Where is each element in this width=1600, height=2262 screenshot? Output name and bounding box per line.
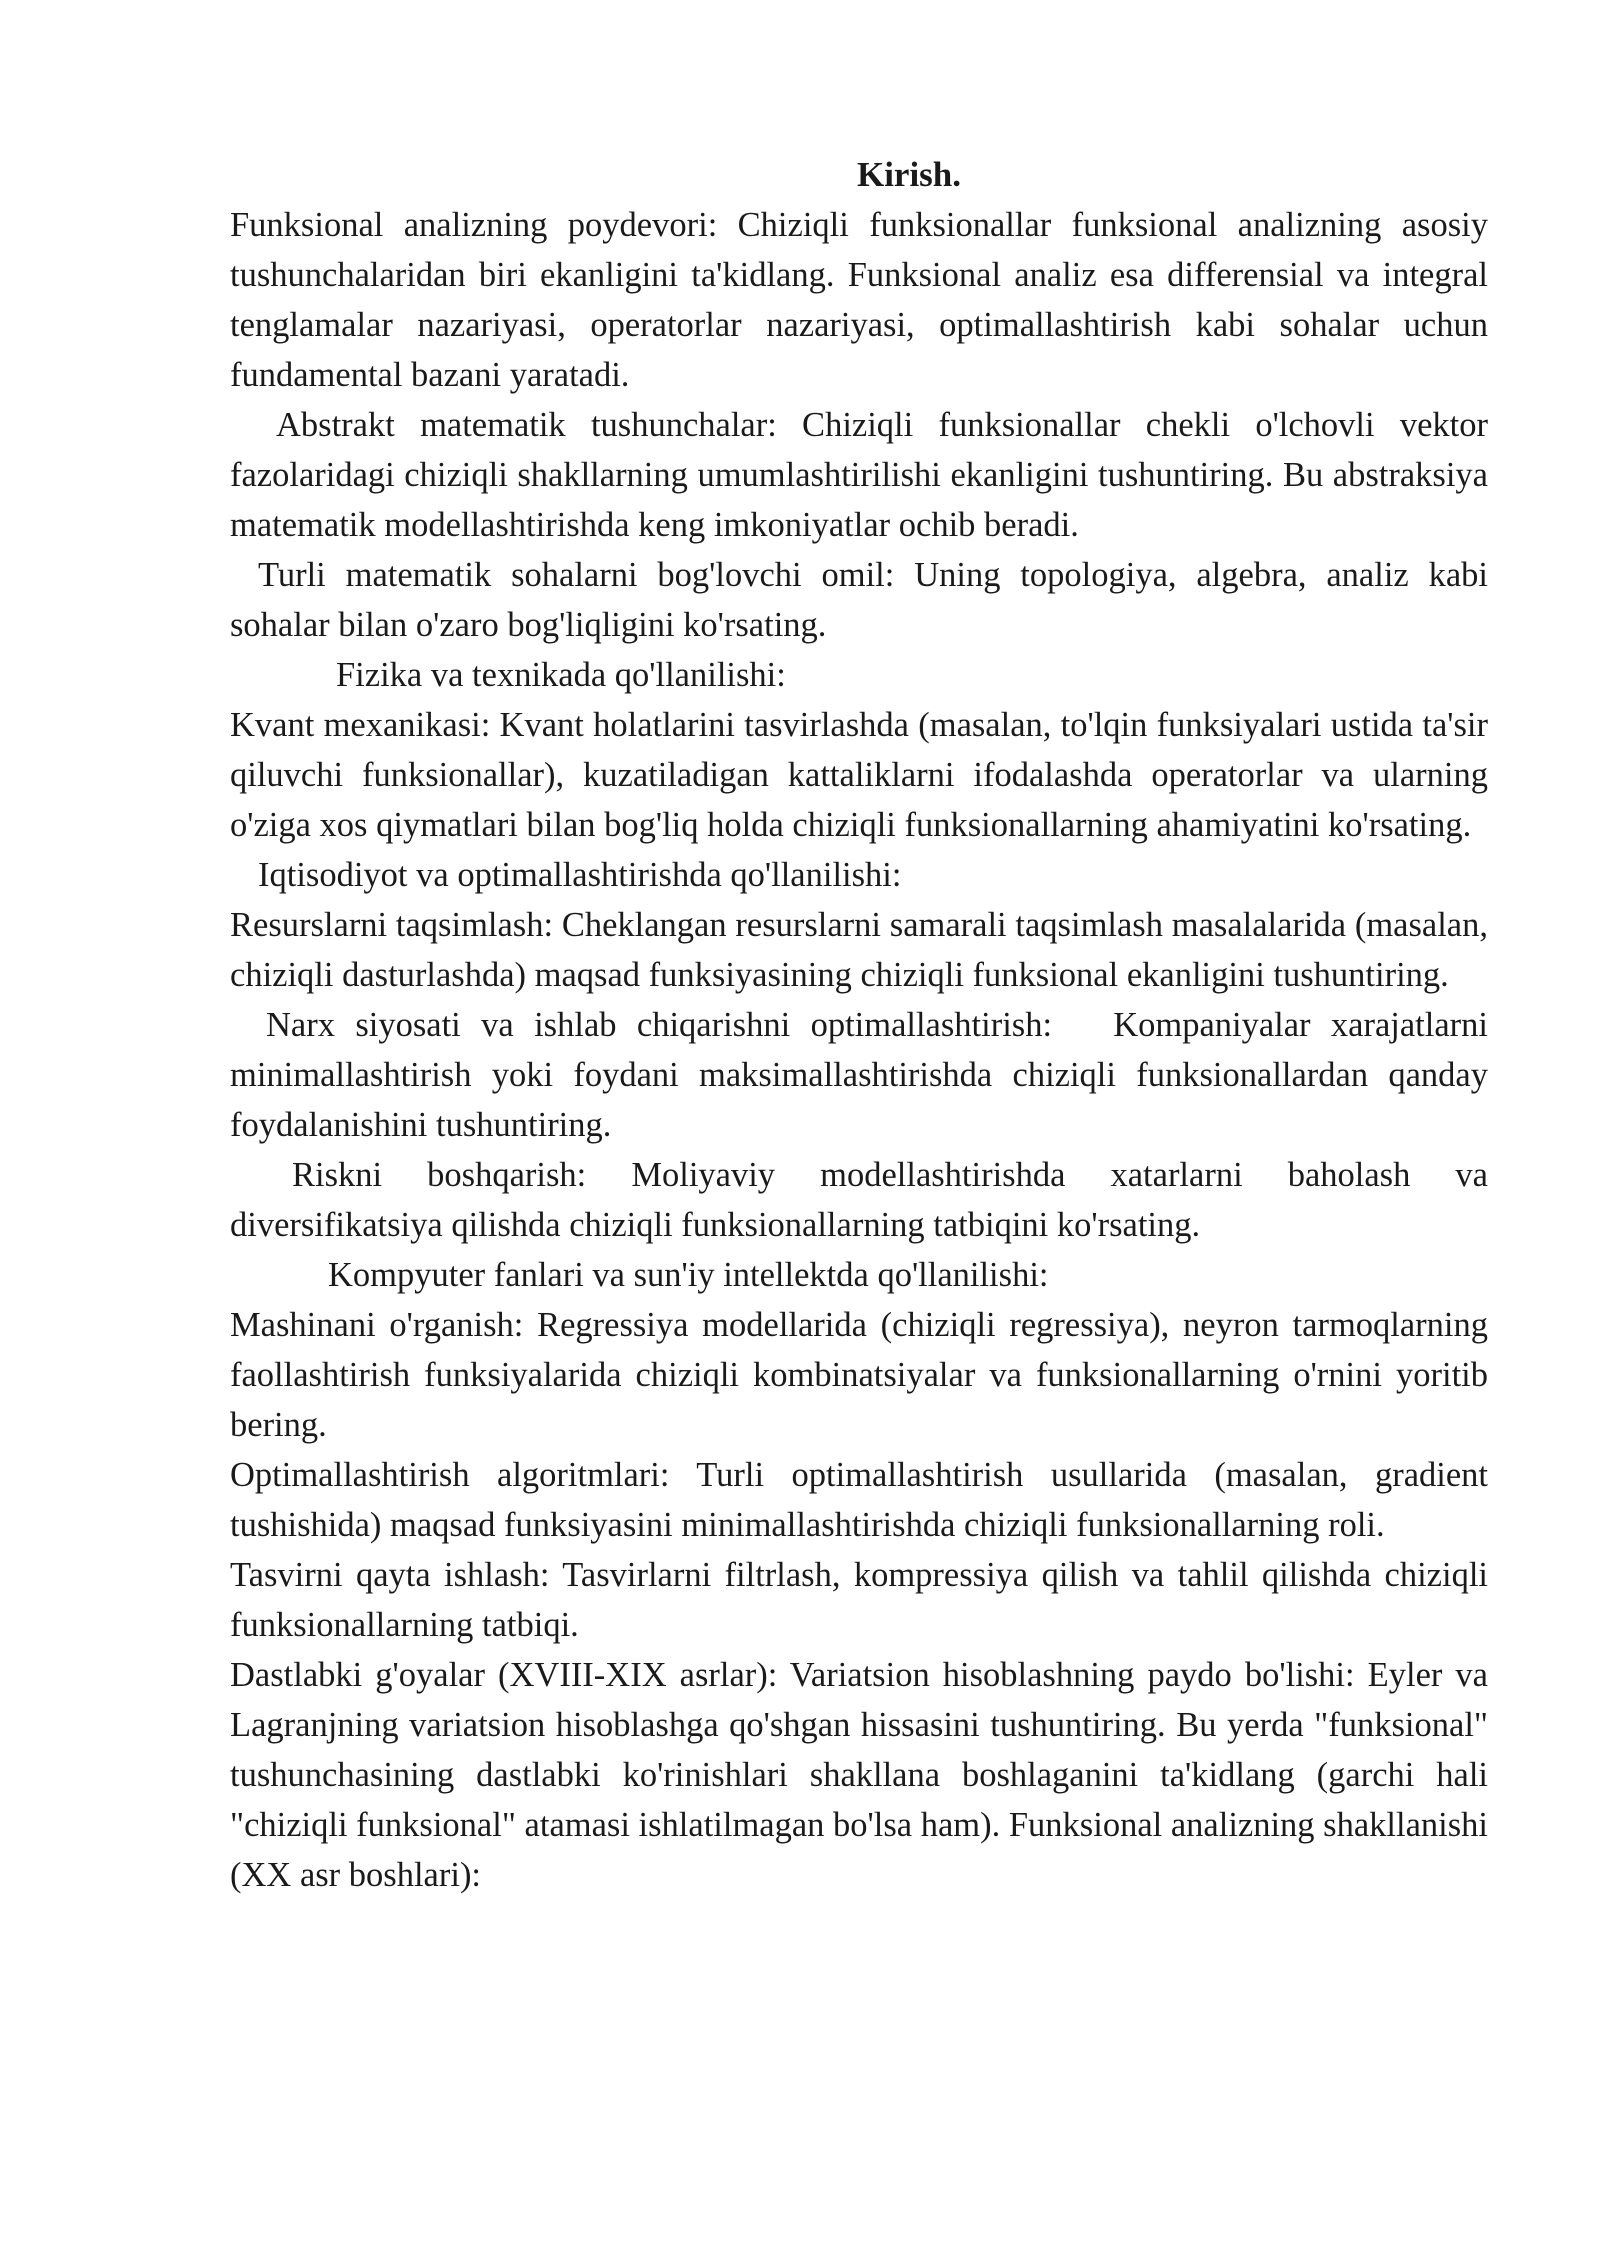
- heading-kompyuter-fanlari: Kompyuter fanlari va sun'iy intellektda qo'llanilishi:: [328, 1256, 1049, 1294]
- paragraph-funksional-analiz-poydevori: Funksional analizning poydevori: Chiziqli funksionallar funksional analizning asosiy tushunchalaridan biri ekanligini ta'kidlang. Funksional analiz esa differensial va integral tenglamalar nazariyasi, operatorlar nazariyasi, optimallashtirish kabi sohalar uchun fundamental bazani yaratadi.: [230, 206, 1497, 394]
- paragraph-resurslar: Resurslarni taqsimlash: Cheklangan resurslarni samarali taqsimlash masalalarida (masalan, chiziqli dasturlashda) maqsad funksiyasining chiziqli funksional ekanligini tushuntiring.: [230, 906, 1497, 994]
- paragraph-riskni-boshqarish: Riskni boshqarish: Moliyaviy modellashtirishda xatarlarni baholash va diversifikatsiya qilishda chiziqli funksionallarning tatbiqini ko'rsating.: [230, 1156, 1497, 1244]
- document-body: [230, 150, 1497, 1900]
- paragraph-dastlabki-goyalar: Dastlabki g'oyalar (XVIII-XIX asrlar): Variatsion hisoblashning paydo bo'lishi: Eyler va Lagranjning variatsion hisoblashga qo'shgan hissasini tushuntiring. Bu yerda "funksional" tushunchasining dastlabki ko'rinishlari shakllana boshlaganini ta'kidlang (garchi hali "chiziqli funksional" atamasi ishlatilmagan bo'lsa ham). Funksional analizning shakllanishi (XX asr boshlari):: [230, 1656, 1497, 1894]
- paragraph-matematik-sohalar: Turli matematik sohalarni bog'lovchi omil: Uning topologiya, algebra, analiz kabi sohalar bilan o'zaro bog'liqligini ko'rsating.: [230, 556, 1497, 644]
- paragraph-tasvirni-qayta-ishlash: Tasvirni qayta ishlash: Tasvirlarni filtrlash, kompressiya qilish va tahlil qilishda chiziqli funksionallarning tatbiqi.: [230, 1556, 1497, 1644]
- paragraph-abstrakt-tushunchalar: Abstrakt matematik tushunchalar: Chiziqli funksionallar chekli o'lchovli vektor fazolaridagi chiziqli shakllarning umumlashtirilishi ekanligini tushuntiring. Bu abstraksiya matematik modellashtirishda keng imkoniyatlar ochib beradi.: [230, 406, 1497, 544]
- document-title: Kirish.: [856, 155, 962, 194]
- paragraph-mashinani-organish: Mashinani o'rganish: Regressiya modellarida (chiziqli regressiya), neyron tarmoqlarning faollashtirish funksiyalarida chiziqli kombinatsiyalar va funksionallarning o'rnini yoritib bering.: [230, 1306, 1497, 1444]
- heading-fizika-texnika: Fizika va texnikada qo'llanilishi:: [336, 656, 786, 694]
- paragraph-kvant-mexanikasi: Kvant mexanikasi: Kvant holatlarini tasvirlashda (masalan, to'lqin funksiyalari ustida ta'sir qiluvchi funksionallar), kuzatiladigan kattaliklarni ifodalashda operatorlar va ularning o'ziga xos qiymatlari bilan bog'liq holda chiziqli funksionallarning ahamiyatini ko'rsating.: [230, 706, 1497, 844]
- heading-iqtisodiyot: Iqtisodiyot va optimallashtirishda qo'llanilishi:: [258, 856, 902, 894]
- paragraph-optimallashtirish-algoritmlari: Optimallashtirish algoritmlari: Turli optimallashtirish usullarida (masalan, gradient tushishida) maqsad funksiyasini minimallashtirishda chiziqli funksionallarning roli.: [230, 1456, 1497, 1544]
- paragraph-narx-siyosati: Narx siyosati va ishlab chiqarishni optimallashtirish: Kompaniyalar xarajatlarni minimallashtirish yoki foydani maksimallashtirishda chiziqli funksionallardan qanday foydalanishini tushuntiring.: [230, 1006, 1497, 1144]
